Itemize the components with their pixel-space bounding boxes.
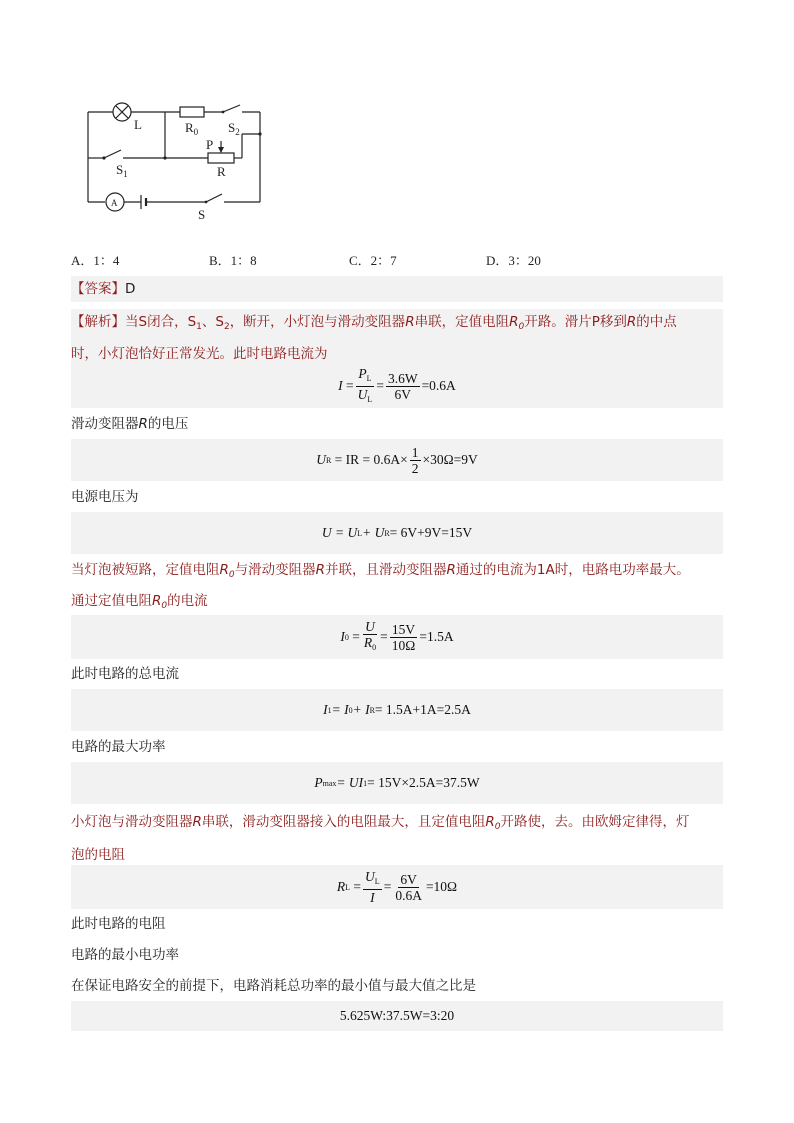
text-circuit-resistance: 此时电路的电阻 bbox=[71, 916, 166, 932]
option-d: D．3：20 bbox=[486, 253, 541, 268]
answer-tag: 【答案】 bbox=[71, 281, 125, 297]
s-label: S bbox=[198, 207, 206, 222]
formula-max-power: P max = UI 1 = 15V×2.5A=37.5W bbox=[71, 762, 723, 804]
analysis-tag: 【解析】 bbox=[71, 314, 125, 330]
analysis-intro: 【解析】当S闭合，$S_1$、$S_2$，断开，小灯泡与滑动变阻器R串联，定值电阻$R_0$开路。滑片P移到R的中点 时，小灯泡恰好正常发光。此时电路电流为 bbox=[71, 309, 723, 365]
r-label: R bbox=[217, 164, 226, 179]
circuit-diagram bbox=[76, 92, 276, 224]
option-c: C．2：7 bbox=[349, 253, 397, 268]
answer-value: D bbox=[125, 281, 136, 297]
option-a: A．1：4 bbox=[71, 253, 120, 268]
s1-label: $S_1$ bbox=[116, 162, 128, 179]
formula-source-voltage: U = U L + U R = 6V+9V=15V bbox=[71, 512, 723, 554]
formula-current: I = $\frac{P_L}{U_L}$ = $\frac{3.6W}{6V}$ =0.6A bbox=[71, 364, 723, 408]
formula-voltage-r: U R = IR = 0.6A× $\frac{1}{2}$ ×30Ω=9V bbox=[71, 439, 723, 481]
text-max-power: 电路的最大功率 bbox=[71, 739, 166, 755]
r0-label: $R_0$ bbox=[185, 120, 199, 137]
text-total-current: 此时电路的总电流 bbox=[71, 666, 179, 682]
text-source-voltage: 电源电压为 bbox=[71, 489, 139, 505]
text-ratio: 在保证电路安全的前提下，电路消耗总功率的最小值与最大值之比是 bbox=[71, 978, 476, 994]
text-min-power: 电路的最小电功率 bbox=[71, 947, 179, 963]
option-b: B．1：8 bbox=[209, 253, 257, 268]
text-current-r0: 通过定值电阻$R_0$的电流 bbox=[71, 593, 208, 611]
p-label: P bbox=[206, 137, 214, 152]
ammeter-label: A bbox=[111, 198, 118, 208]
formula-current-r0: I 0 = $\frac{U}{R_0}$ = $\frac{15V}{10\Omega}$ =1.5A bbox=[71, 615, 723, 659]
text-series: 小灯泡与滑动变阻器R串联，滑动变阻器接入的电阻最大，且定值电阻$R_0$开路使，去。由欧姆定律得，灯 泡的电阻 bbox=[71, 814, 690, 863]
text-voltage-r: 滑动变阻器R的电压 bbox=[71, 416, 189, 432]
formula-lamp-resistance: R L = $\frac{U_L}{I}$ = $\frac{6V}{0.6A}$ =10Ω bbox=[71, 865, 723, 909]
s2-label: $S_2$ bbox=[228, 120, 240, 137]
answer-line bbox=[71, 276, 723, 302]
formula-ratio: 5.625W:37.5W=3:20 bbox=[71, 1001, 723, 1031]
text-short-circuit: 当灯泡被短路，定值电阻$R_0$与滑动变阻器R并联，且滑动变阻器R通过的电流为1A时，电路电功率最大。 bbox=[71, 562, 690, 580]
formula-total-current: I 1 = I 0 + I R = 1.5A+1A=2.5A bbox=[71, 689, 723, 731]
lamp-label: L bbox=[134, 117, 142, 132]
